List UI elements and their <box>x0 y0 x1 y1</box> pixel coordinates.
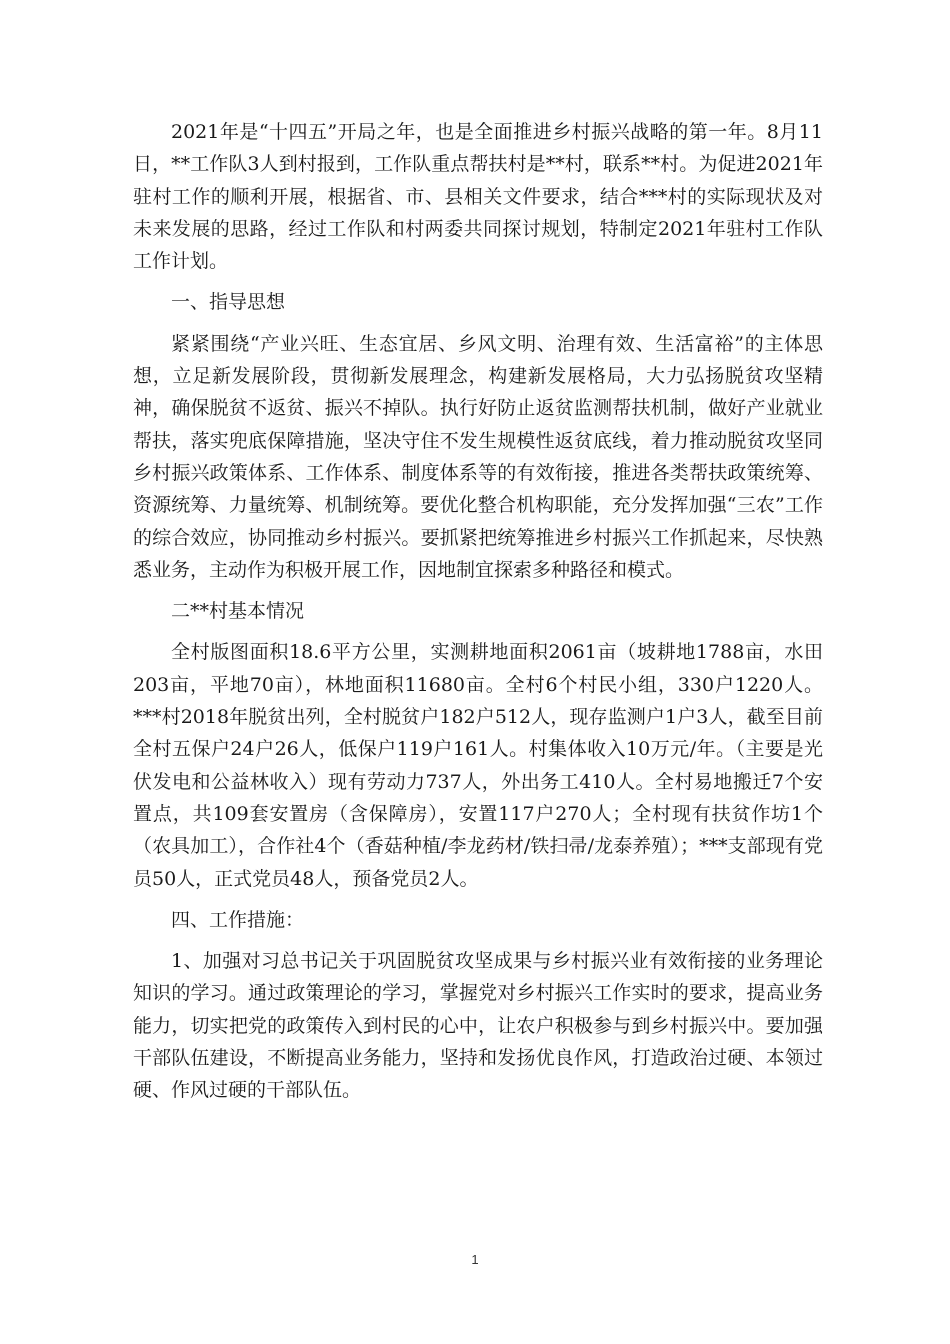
work-measures-paragraph: 1、加强对习总书记关于巩固脱贫攻坚成果与乡村振兴业有效衔接的业务理论知识的学习。通过政策理论的学习，掌握党对乡村振兴工作实时的要求，提高业务能力，切实把党的政策传入到村民的心中，让农户积极参与到乡村振兴中。要加强干部队伍建设，不断提高业务能力，坚持和发扬优良作风，打造政治过硬、本领过硬、作风过硬的干部队伍。 <box>133 950 823 1102</box>
page-number: 1 <box>471 1252 479 1267</box>
section-heading-work-measures: 四、工作措施： <box>171 908 305 931</box>
section-heading-guiding-ideology: 一、指导思想 <box>171 291 286 314</box>
section-heading-village-basics: 二**村基本情况 <box>171 600 305 623</box>
village-basics-paragraph: 全村版图面积18.6平方公里，实测耕地面积2061亩（坡耕地1788亩，水田203亩，平地70亩），林地面积11680亩。全村6个村民小组，330户1220人。***村2018年脱贫出列，全村脱贫户182户512人，现存监测户1户3人，截至目前全村五保户24户26人，低保户119户161人。村集体收入10万元/年。（主要是光伏发电和公益林收入）现有劳动力737人，外出务工410人。全村易地搬迁7个安置点，共109套安置房（含保障房），安置117户270人；全村现有扶贫作坊1个（农具加工），合作社4个（香菇种植/李龙药材/铁扫帚/龙泰养殖）；***支部现有党员50人，正式党员48人，预备党员2人。 <box>133 641 823 890</box>
intro-paragraph: 2021年是“十四五”开局之年，也是全面推进乡村振兴战略的第一年。8月11日，**工作队3人到村报到，工作队重点帮扶村是**村，联系**村。为促进2021年驻村工作的顺利开展，根据省、市、县相关文件要求，结合***村的实际现状及对未来发展的思路，经过工作队和村两委共同探讨规划，特制定2021年驻村工作队工作计划。 <box>133 121 823 273</box>
document-body <box>133 116 823 1107</box>
guiding-ideology-paragraph: 紧紧围绕“产业兴旺、生态宜居、乡风文明、治理有效、生活富裕”的主体思想，立足新发展阶段，贯彻新发展理念，构建新发展格局，大力弘扬脱贫攻坚精神，确保脱贫不返贫、振兴不掉队。执行好防止返贫监测帮扶机制，做好产业就业帮扶，落实兜底保障措施，坚决守住不发生规模性返贫底线，着力推动脱贫攻坚同乡村振兴政策体系、工作体系、制度体系等的有效衔接，推进各类帮扶政策统筹、资源统筹、力量统筹、机制统筹。要优化整合机构职能，充分发挥加强“三农”工作的综合效应，协同推动乡村振兴。要抓紧把统筹推进乡村振兴工作抓起来，尽快熟悉业务，主动作为积极开展工作，因地制宜探索多种路径和模式。 <box>133 332 823 581</box>
